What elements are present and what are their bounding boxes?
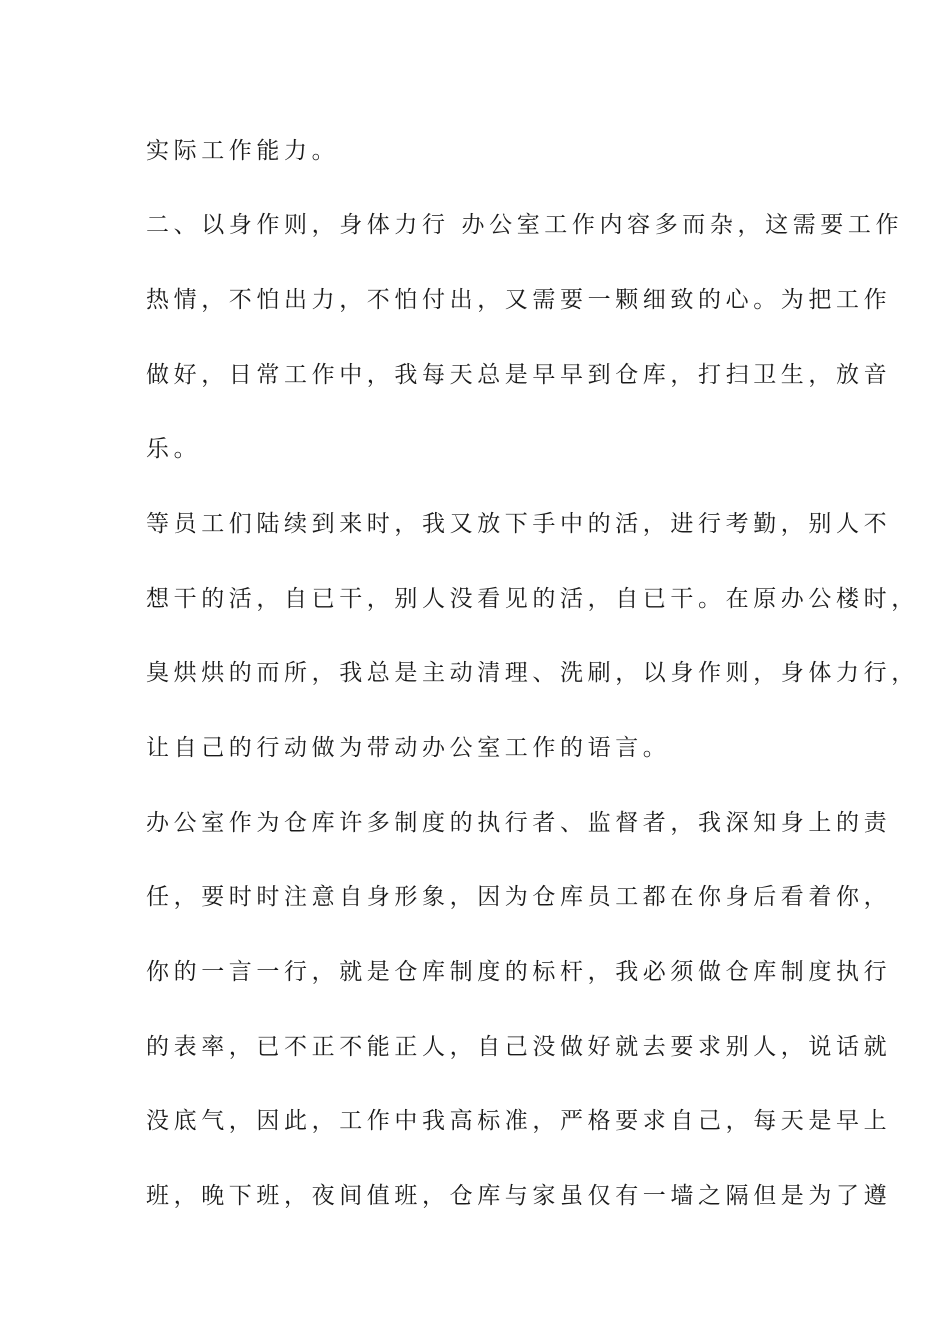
text-line: 二、以身作则，身体力行 办公室工作内容多而杂，这需要工作 <box>146 212 904 238</box>
text-line: 没底气，因此，工作中我高标准，严格要求自己，每天是早上 <box>146 1108 892 1134</box>
text-line: 你的一言一行，就是仓库制度的标杆，我必须做仓库制度执行 <box>146 959 892 985</box>
text-line: 想干的活，自已干，别人没看见的活，自已干。在原办公楼时， <box>146 586 919 612</box>
text-line: 做好，日常工作中，我每天总是早早到仓库，打扫卫生，放音 <box>146 362 892 388</box>
text-line: 热情，不怕出力，不怕付出，又需要一颗细致的心。为把工作 <box>146 287 892 313</box>
text-line: 任，要时时注意自身形象，因为仓库员工都在你身后看着你， <box>146 884 892 910</box>
text-line: 让自己的行动做为带动办公室工作的语言。 <box>146 735 671 761</box>
text-line: 的表率，已不正不能正人，自己没做好就去要求别人，说话就 <box>146 1034 892 1060</box>
text-line: 臭烘烘的而所，我总是主动清理、洗刷，以身作则，身体力行， <box>146 660 919 686</box>
text-line: 办公室作为仓库许多制度的执行者、监督者，我深知身上的责 <box>146 810 892 836</box>
text-line: 等员工们陆续到来时，我又放下手中的活，进行考勤，别人不 <box>146 511 892 537</box>
text-line: 乐。 <box>146 436 202 462</box>
text-line: 班，晚下班，夜间值班，仓库与家虽仅有一墙之隔但是为了遵 <box>146 1183 892 1209</box>
text-line: 实际工作能力。 <box>146 138 340 164</box>
